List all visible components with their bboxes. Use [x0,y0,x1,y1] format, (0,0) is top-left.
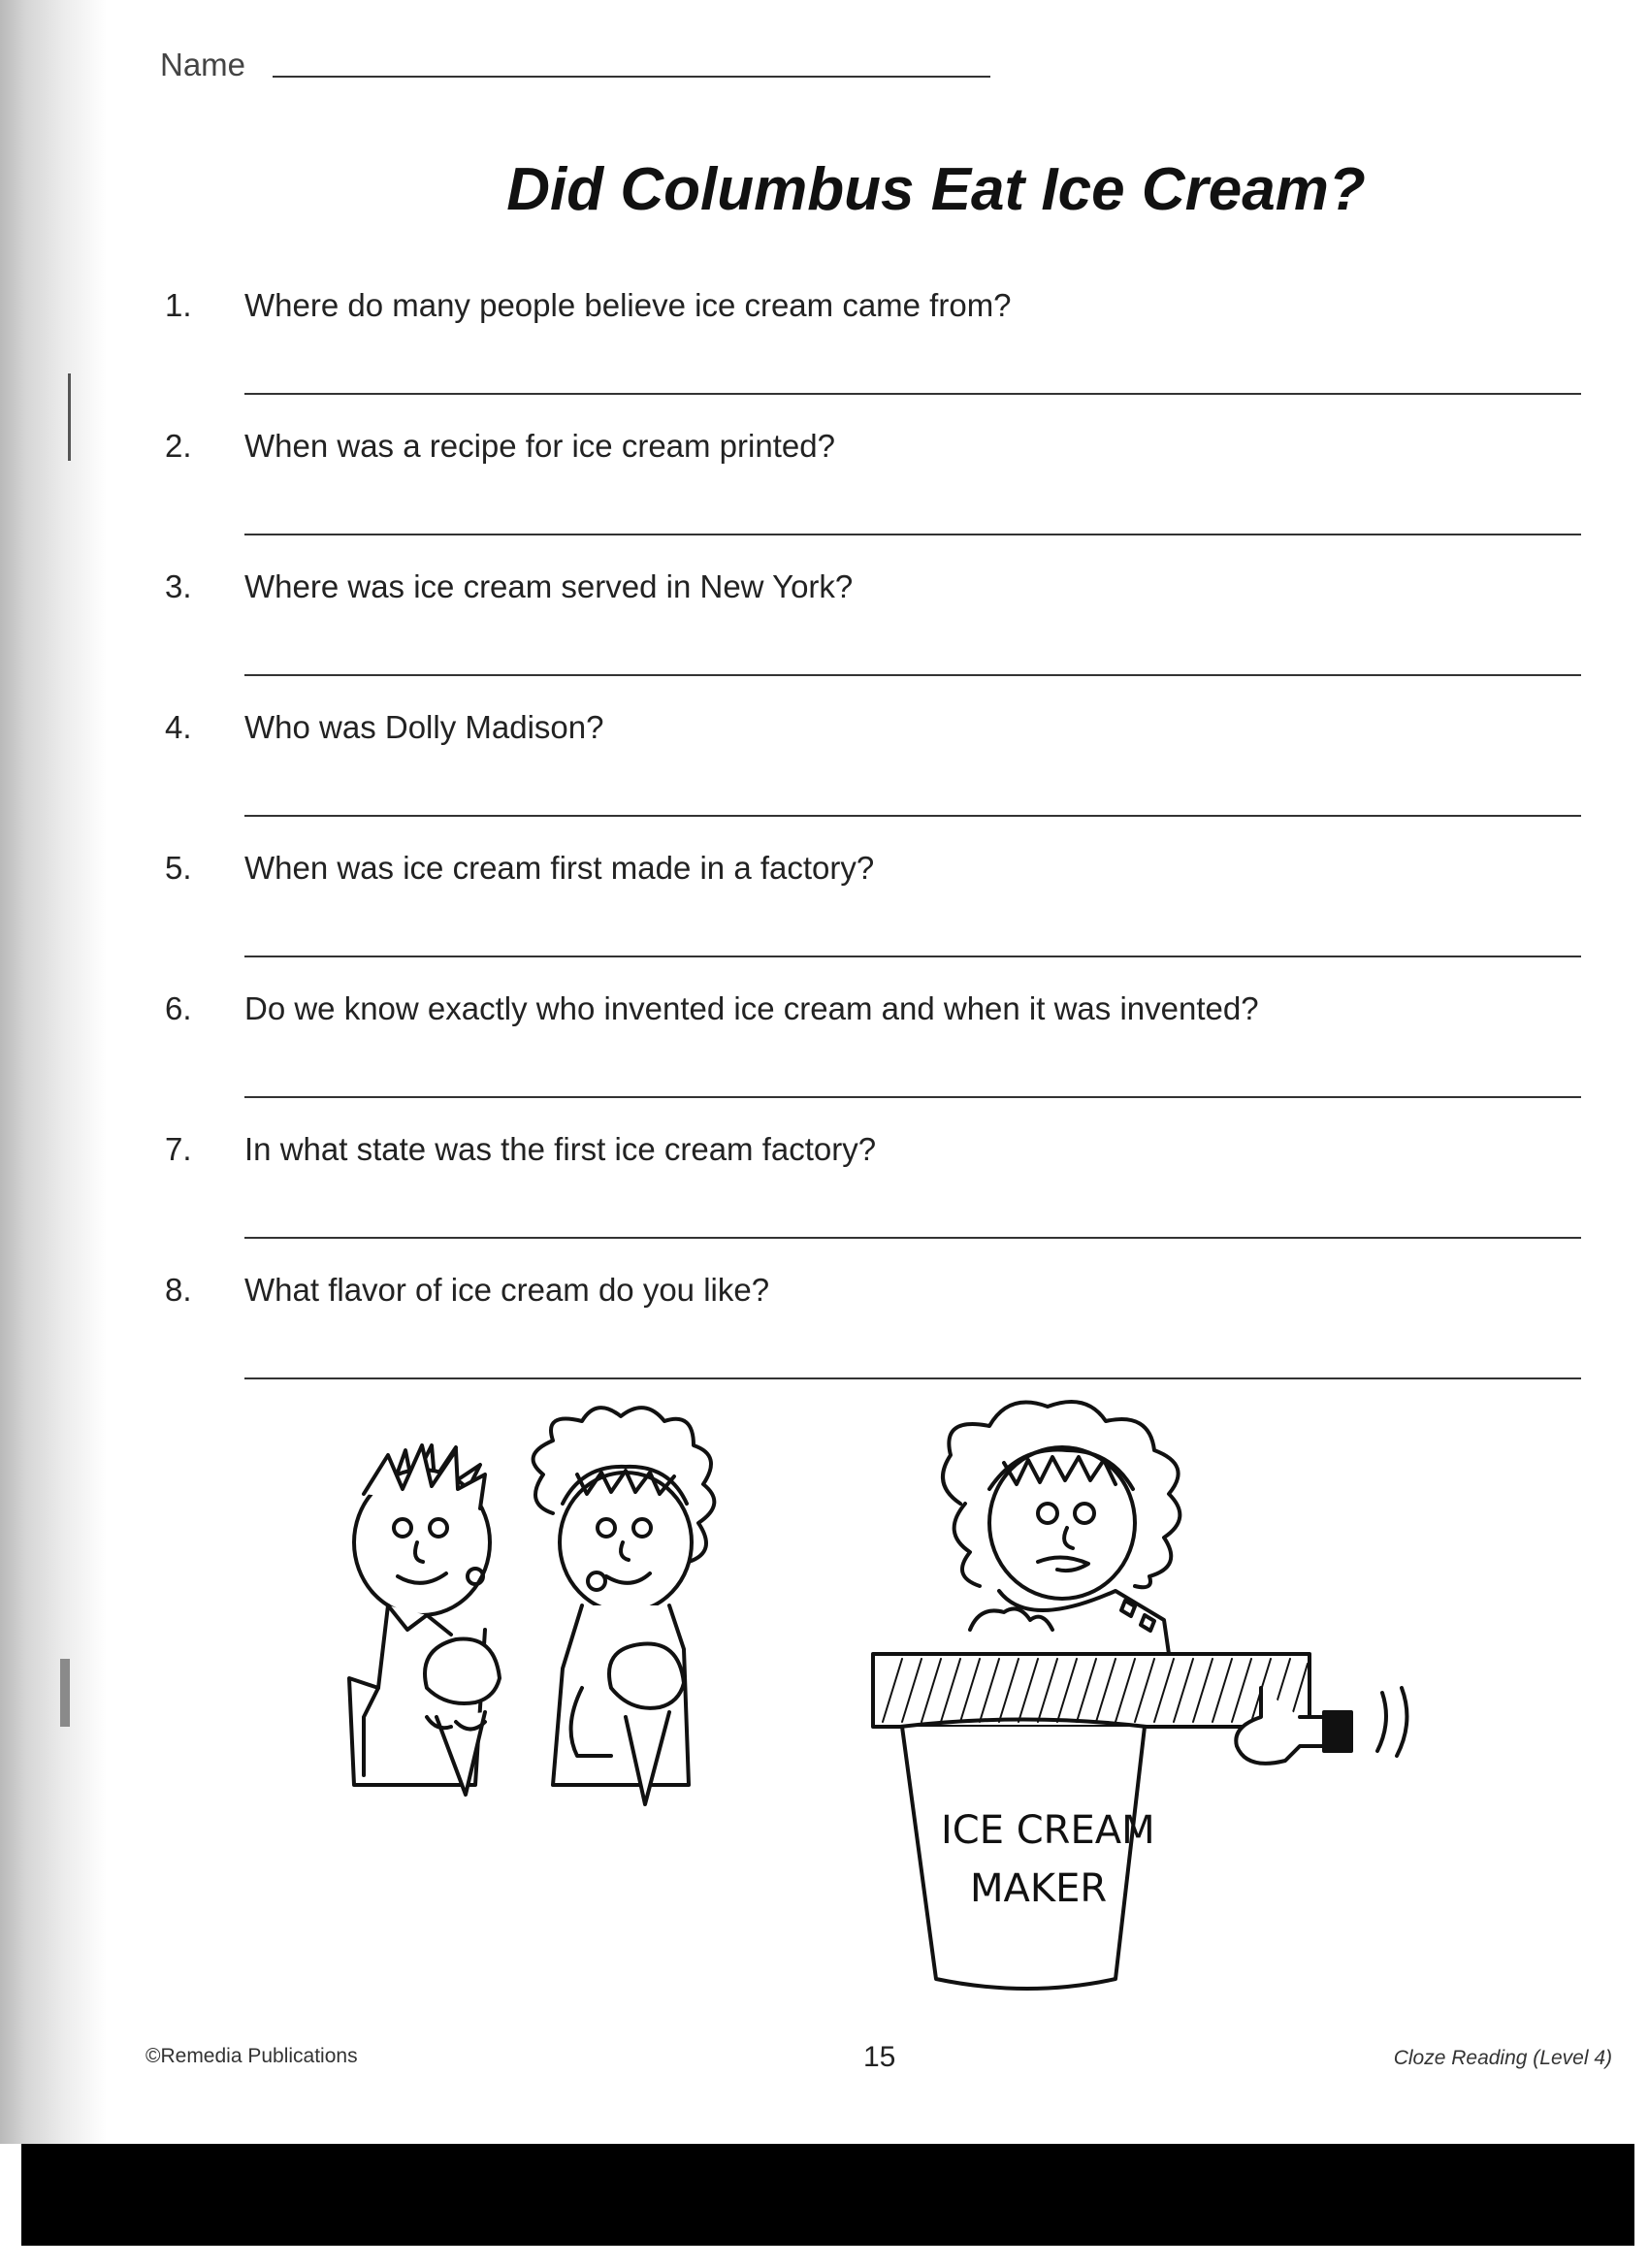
adult-head [989,1447,1135,1599]
name-row [160,47,990,83]
question-number: 8. [165,1272,192,1308]
answer-line[interactable] [244,1377,1581,1379]
question-number: 7. [165,1131,192,1167]
publisher-credit: ©Remedia Publications [146,2045,358,2067]
question-item [165,422,1581,563]
boy-figure [349,1445,500,1795]
bucket-label-line1: ICE CREAM [941,1808,1155,1853]
answer-line[interactable] [244,674,1581,676]
series-title: Cloze Reading (Level 4) [1393,2047,1612,2069]
question-item [165,844,1581,985]
question-item [165,563,1581,703]
question-item [165,1266,1581,1407]
question-text: Where was ice cream served in New York? [244,568,854,604]
answer-line[interactable] [244,393,1581,395]
girl-ice-cream-scoop [609,1644,684,1708]
scan-bottom-band [21,2144,1634,2246]
question-number: 3. [165,568,192,604]
girl-head [560,1473,692,1612]
name-label: Name [160,47,246,82]
question-text: Who was Dolly Madison? [244,709,604,745]
question-item [165,1125,1581,1266]
bucket-label-line2: MAKER [970,1866,1108,1911]
answer-line[interactable] [244,815,1581,817]
scan-mark [68,373,71,461]
question-number: 1. [165,287,192,323]
answer-line[interactable] [244,534,1581,535]
question-number: 2. [165,428,192,464]
question-item [165,281,1581,422]
maker-bucket [902,1727,1145,1989]
question-number: 5. [165,850,192,886]
ice-cream-maker [873,1654,1406,1989]
question-item [165,703,1581,844]
question-item [165,985,1581,1125]
page-title: Did Columbus Eat Ice Cream? [506,156,1366,223]
question-text: When was a recipe for ice cream printed? [244,428,835,464]
answer-line[interactable] [244,1096,1581,1098]
question-text: When was ice cream first made in a factory? [244,850,875,886]
question-text: Do we know exactly who invented ice cream and when it was invented? [244,990,1259,1026]
scan-mark [60,1659,70,1727]
boy-ice-cream-scoop [425,1639,500,1704]
answer-line[interactable] [244,1237,1581,1239]
name-field[interactable] [273,76,990,78]
answer-line[interactable] [244,956,1581,957]
ice-cream-illustration [330,1397,1455,2018]
page-footer [0,2041,1649,2084]
question-text: In what state was the first ice cream factory? [244,1131,877,1167]
maker-crank [1324,1712,1351,1751]
question-number: 4. [165,709,192,745]
question-text: Where do many people believe ice cream came from? [244,287,1012,323]
page-number: 15 [863,2041,896,2073]
question-list [165,281,1581,1407]
girl-figure [534,1408,715,1804]
question-text: What flavor of ice cream do you like? [244,1272,770,1308]
scan-spine-shadow [0,0,107,2144]
question-number: 6. [165,990,192,1026]
